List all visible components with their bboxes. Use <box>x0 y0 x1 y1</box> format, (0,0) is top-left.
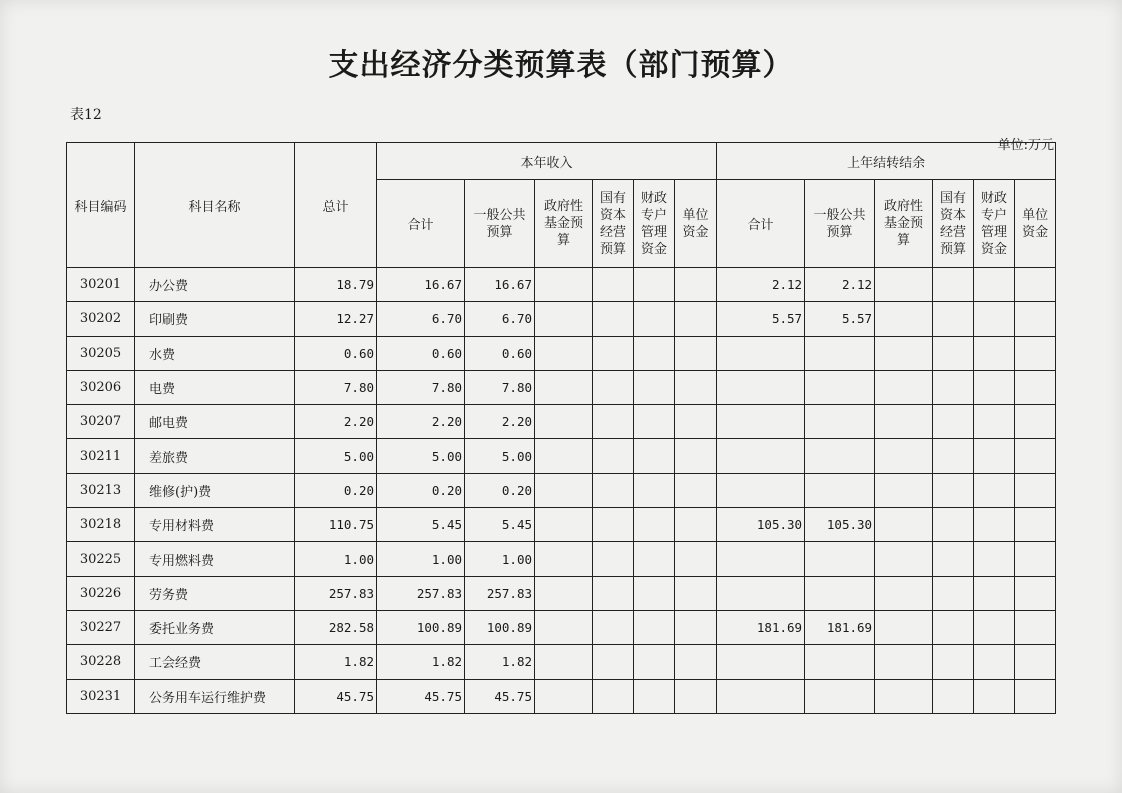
cell-py-fund <box>875 302 933 336</box>
cell-cy-sum: 257.83 <box>377 576 465 610</box>
cell-cy-fund <box>535 370 593 404</box>
cell-total: 7.80 <box>295 370 377 404</box>
cell-py-fund <box>875 645 933 679</box>
cell-cy-gen: 1.82 <box>465 645 535 679</box>
cell-py-spec <box>974 473 1015 507</box>
cell-name: 公务用车运行维护费 <box>135 679 295 713</box>
cell-total: 12.27 <box>295 302 377 336</box>
cell-py-state <box>933 268 974 302</box>
cell-cy-sum: 7.80 <box>377 370 465 404</box>
header-total: 总计 <box>295 143 377 268</box>
cell-py-gen <box>805 336 875 370</box>
cell-py-unit <box>1015 405 1056 439</box>
cell-cy-state <box>593 302 634 336</box>
cell-cy-fund <box>535 405 593 439</box>
cell-cy-sum: 6.70 <box>377 302 465 336</box>
cell-py-sum: 5.57 <box>717 302 805 336</box>
header-py-general: 一般公共预算 <box>805 180 875 268</box>
cell-cy-spec <box>634 439 675 473</box>
header-cy-unit-funds: 单位资金 <box>675 180 717 268</box>
cell-total: 0.20 <box>295 473 377 507</box>
header-cy-state-capital: 国有资本经营预算 <box>593 180 634 268</box>
header-py-gov-fund: 政府性基金预算 <box>875 180 933 268</box>
cell-name: 差旅费 <box>135 439 295 473</box>
cell-py-spec <box>974 576 1015 610</box>
cell-code: 30205 <box>67 336 135 370</box>
cell-py-sum: 181.69 <box>717 610 805 644</box>
cell-cy-fund <box>535 542 593 576</box>
cell-cy-state <box>593 405 634 439</box>
cell-py-state <box>933 542 974 576</box>
cell-py-unit <box>1015 370 1056 404</box>
cell-py-fund <box>875 336 933 370</box>
cell-cy-sum: 0.60 <box>377 336 465 370</box>
cell-cy-fund <box>535 473 593 507</box>
cell-cy-state <box>593 268 634 302</box>
cell-cy-spec <box>634 473 675 507</box>
cell-cy-sum: 2.20 <box>377 405 465 439</box>
cell-total: 110.75 <box>295 508 377 542</box>
cell-code: 30207 <box>67 405 135 439</box>
cell-code: 30228 <box>67 645 135 679</box>
cell-py-sum <box>717 405 805 439</box>
cell-code: 30227 <box>67 610 135 644</box>
cell-cy-spec <box>634 645 675 679</box>
header-py-unit-funds: 单位资金 <box>1015 180 1056 268</box>
cell-cy-gen: 0.20 <box>465 473 535 507</box>
cell-py-gen <box>805 645 875 679</box>
cell-py-fund <box>875 679 933 713</box>
cell-py-gen <box>805 679 875 713</box>
cell-cy-sum: 45.75 <box>377 679 465 713</box>
document-title: 支出经济分类预算表（部门预算） <box>328 48 794 83</box>
cell-cy-fund <box>535 508 593 542</box>
cell-py-state <box>933 302 974 336</box>
cell-py-unit <box>1015 508 1056 542</box>
cell-code: 30201 <box>67 268 135 302</box>
cell-py-gen <box>805 439 875 473</box>
cell-cy-spec <box>634 508 675 542</box>
cell-code: 30231 <box>67 679 135 713</box>
cell-cy-state <box>593 610 634 644</box>
cell-py-state <box>933 508 974 542</box>
cell-py-unit <box>1015 610 1056 644</box>
cell-cy-fund <box>535 576 593 610</box>
cell-py-unit <box>1015 439 1056 473</box>
cell-py-unit <box>1015 336 1056 370</box>
cell-cy-gen: 45.75 <box>465 679 535 713</box>
cell-cy-sum: 1.00 <box>377 542 465 576</box>
cell-py-sum <box>717 679 805 713</box>
table-row <box>67 645 1056 679</box>
cell-py-spec <box>974 405 1015 439</box>
header-name: 科目名称 <box>135 143 295 268</box>
cell-cy-unit <box>675 268 717 302</box>
cell-cy-gen: 0.60 <box>465 336 535 370</box>
cell-py-state <box>933 439 974 473</box>
cell-py-sum <box>717 645 805 679</box>
table-row <box>67 576 1056 610</box>
cell-py-state <box>933 473 974 507</box>
cell-cy-unit <box>675 473 717 507</box>
table-row <box>67 302 1056 336</box>
cell-cy-state <box>593 439 634 473</box>
cell-code: 30218 <box>67 508 135 542</box>
cell-cy-unit <box>675 336 717 370</box>
cell-py-fund <box>875 508 933 542</box>
cell-code: 30226 <box>67 576 135 610</box>
table-number: 表12 <box>70 107 102 123</box>
cell-py-spec <box>974 268 1015 302</box>
cell-name: 委托业务费 <box>135 610 295 644</box>
cell-code: 30225 <box>67 542 135 576</box>
cell-py-spec <box>974 610 1015 644</box>
unit-label: 单位:万元 <box>997 138 1054 153</box>
cell-cy-spec <box>634 302 675 336</box>
cell-py-sum <box>717 542 805 576</box>
cell-name: 工会经费 <box>135 645 295 679</box>
cell-py-spec <box>974 370 1015 404</box>
table-row <box>67 370 1056 404</box>
cell-py-sum <box>717 576 805 610</box>
cell-py-sum <box>717 370 805 404</box>
cell-py-gen: 181.69 <box>805 610 875 644</box>
cell-py-gen <box>805 542 875 576</box>
cell-cy-spec <box>634 336 675 370</box>
cell-py-state <box>933 370 974 404</box>
cell-cy-gen: 5.00 <box>465 439 535 473</box>
header-prior-year: 上年结转结余 <box>717 143 1056 180</box>
cell-cy-spec <box>634 679 675 713</box>
cell-total: 45.75 <box>295 679 377 713</box>
cell-py-gen <box>805 405 875 439</box>
cell-py-unit <box>1015 268 1056 302</box>
cell-py-spec <box>974 542 1015 576</box>
header-code: 科目编码 <box>67 143 135 268</box>
cell-py-unit <box>1015 302 1056 336</box>
table-row <box>67 473 1056 507</box>
cell-name: 专用材料费 <box>135 508 295 542</box>
header-cy-general: 一般公共预算 <box>465 180 535 268</box>
cell-cy-unit <box>675 645 717 679</box>
table-row <box>67 439 1056 473</box>
cell-total: 18.79 <box>295 268 377 302</box>
cell-cy-fund <box>535 439 593 473</box>
cell-py-spec <box>974 645 1015 679</box>
cell-cy-state <box>593 370 634 404</box>
cell-name: 电费 <box>135 370 295 404</box>
cell-name: 印刷费 <box>135 302 295 336</box>
table-row <box>67 610 1056 644</box>
cell-py-state <box>933 336 974 370</box>
cell-cy-unit <box>675 405 717 439</box>
cell-total: 0.60 <box>295 336 377 370</box>
header-cy-gov-fund: 政府性基金预算 <box>535 180 593 268</box>
cell-cy-gen: 257.83 <box>465 576 535 610</box>
cell-name: 办公费 <box>135 268 295 302</box>
cell-py-fund <box>875 370 933 404</box>
cell-py-gen <box>805 370 875 404</box>
header-cy-special-account: 财政专户管理资金 <box>634 180 675 268</box>
cell-cy-sum: 5.45 <box>377 508 465 542</box>
cell-name: 维修(护)费 <box>135 473 295 507</box>
table-row <box>67 679 1056 713</box>
cell-py-unit <box>1015 542 1056 576</box>
cell-py-state <box>933 405 974 439</box>
cell-cy-gen: 100.89 <box>465 610 535 644</box>
cell-cy-gen: 5.45 <box>465 508 535 542</box>
cell-py-fund <box>875 405 933 439</box>
cell-py-state <box>933 679 974 713</box>
cell-cy-gen: 16.67 <box>465 268 535 302</box>
cell-cy-state <box>593 508 634 542</box>
cell-cy-unit <box>675 542 717 576</box>
budget-table <box>66 142 1056 714</box>
cell-cy-fund <box>535 610 593 644</box>
cell-cy-gen: 2.20 <box>465 405 535 439</box>
cell-py-spec <box>974 336 1015 370</box>
cell-cy-sum: 1.82 <box>377 645 465 679</box>
cell-code: 30211 <box>67 439 135 473</box>
cell-cy-state <box>593 473 634 507</box>
cell-py-spec <box>974 302 1015 336</box>
table-row <box>67 542 1056 576</box>
cell-code: 30206 <box>67 370 135 404</box>
header-current-year: 本年收入 <box>377 143 717 180</box>
cell-cy-unit <box>675 302 717 336</box>
cell-py-gen: 105.30 <box>805 508 875 542</box>
cell-cy-spec <box>634 370 675 404</box>
cell-cy-state <box>593 576 634 610</box>
cell-name: 邮电费 <box>135 405 295 439</box>
cell-cy-gen: 1.00 <box>465 542 535 576</box>
cell-cy-spec <box>634 268 675 302</box>
header-py-state-capital: 国有资本经营预算 <box>933 180 974 268</box>
cell-cy-fund <box>535 679 593 713</box>
cell-total: 1.82 <box>295 645 377 679</box>
cell-py-state <box>933 645 974 679</box>
cell-py-spec <box>974 508 1015 542</box>
cell-cy-spec <box>634 542 675 576</box>
cell-total: 1.00 <box>295 542 377 576</box>
cell-py-unit <box>1015 473 1056 507</box>
cell-cy-unit <box>675 576 717 610</box>
cell-py-fund <box>875 439 933 473</box>
cell-py-unit <box>1015 576 1056 610</box>
cell-py-spec <box>974 679 1015 713</box>
cell-cy-fund <box>535 268 593 302</box>
cell-py-spec <box>974 439 1015 473</box>
cell-py-sum <box>717 473 805 507</box>
cell-py-unit <box>1015 679 1056 713</box>
cell-cy-sum: 0.20 <box>377 473 465 507</box>
cell-cy-unit <box>675 679 717 713</box>
cell-py-fund <box>875 610 933 644</box>
table-row <box>67 405 1056 439</box>
cell-cy-spec <box>634 610 675 644</box>
cell-cy-fund <box>535 302 593 336</box>
cell-cy-spec <box>634 576 675 610</box>
cell-cy-gen: 6.70 <box>465 302 535 336</box>
table-row <box>67 508 1056 542</box>
cell-py-gen <box>805 473 875 507</box>
cell-py-state <box>933 576 974 610</box>
cell-py-fund <box>875 542 933 576</box>
cell-py-sum <box>717 439 805 473</box>
cell-py-fund <box>875 576 933 610</box>
header-py-special-account: 财政专户管理资金 <box>974 180 1015 268</box>
cell-total: 282.58 <box>295 610 377 644</box>
cell-name: 劳务费 <box>135 576 295 610</box>
header-py-sum: 合计 <box>717 180 805 268</box>
cell-total: 5.00 <box>295 439 377 473</box>
cell-py-fund <box>875 473 933 507</box>
table-row <box>67 268 1056 302</box>
cell-py-state <box>933 610 974 644</box>
cell-py-gen: 5.57 <box>805 302 875 336</box>
cell-total: 2.20 <box>295 405 377 439</box>
cell-cy-unit <box>675 508 717 542</box>
cell-code: 30213 <box>67 473 135 507</box>
cell-cy-sum: 100.89 <box>377 610 465 644</box>
cell-total: 257.83 <box>295 576 377 610</box>
cell-cy-unit <box>675 370 717 404</box>
cell-py-gen: 2.12 <box>805 268 875 302</box>
cell-py-sum: 105.30 <box>717 508 805 542</box>
cell-name: 专用燃料费 <box>135 542 295 576</box>
cell-cy-spec <box>634 405 675 439</box>
cell-cy-state <box>593 645 634 679</box>
cell-cy-sum: 5.00 <box>377 439 465 473</box>
table-body <box>67 268 1056 714</box>
cell-py-sum: 2.12 <box>717 268 805 302</box>
cell-name: 水费 <box>135 336 295 370</box>
cell-cy-sum: 16.67 <box>377 268 465 302</box>
cell-cy-state <box>593 679 634 713</box>
cell-cy-state <box>593 336 634 370</box>
cell-cy-gen: 7.80 <box>465 370 535 404</box>
cell-cy-unit <box>675 610 717 644</box>
cell-py-unit <box>1015 645 1056 679</box>
cell-code: 30202 <box>67 302 135 336</box>
cell-py-sum <box>717 336 805 370</box>
table-row <box>67 336 1056 370</box>
header-cy-sum: 合计 <box>377 180 465 268</box>
cell-cy-fund <box>535 336 593 370</box>
cell-py-gen <box>805 576 875 610</box>
cell-py-fund <box>875 268 933 302</box>
cell-cy-unit <box>675 439 717 473</box>
cell-cy-fund <box>535 645 593 679</box>
cell-cy-state <box>593 542 634 576</box>
